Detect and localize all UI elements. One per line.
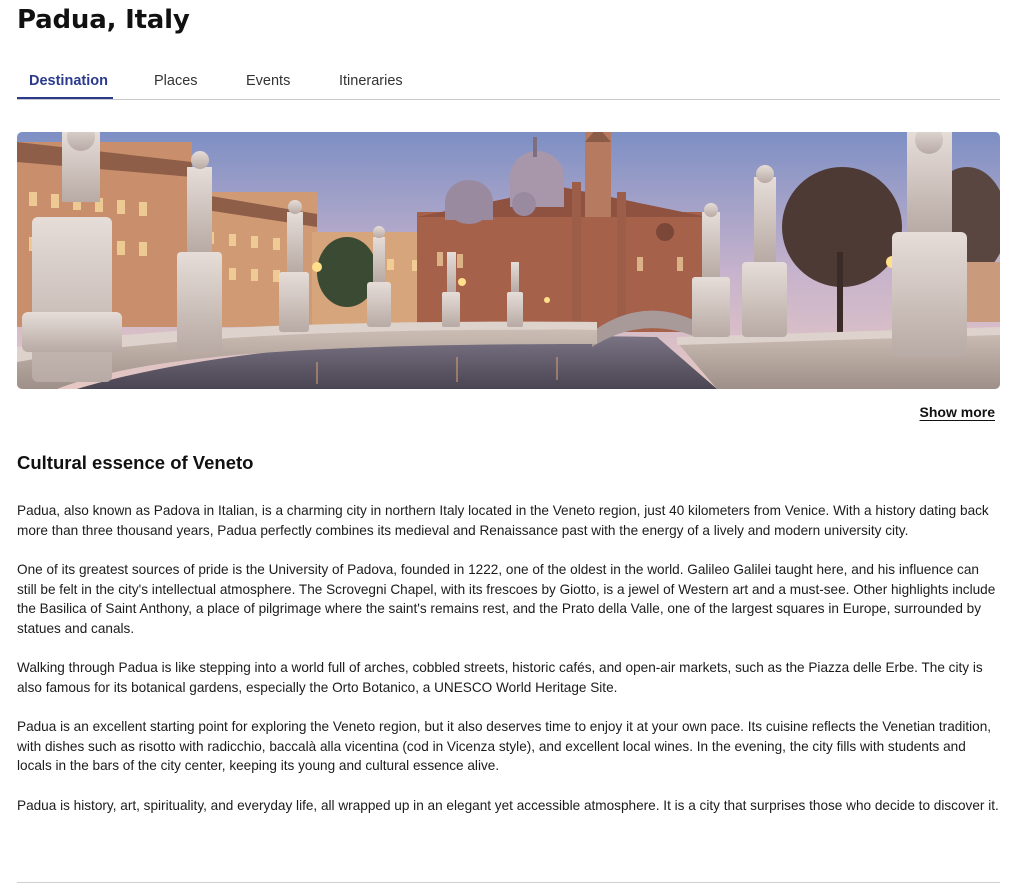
description-body xyxy=(17,501,1002,835)
tab-destination[interactable]: Destination xyxy=(29,73,108,89)
show-more-link[interactable]: Show more xyxy=(919,404,995,420)
page-title: Padua, Italy xyxy=(17,5,190,35)
section-heading: Cultural essence of Veneto xyxy=(17,452,254,473)
tab-places[interactable]: Places xyxy=(154,73,198,89)
paragraph: Padua is an excellent starting point for exploring the Veneto region, but it also deserves time to enjoy it at your own pace. Its cuisine reflects the Venetian tradition, with dishes such as risotto with radicchio, baccalà alla vicentina (cod in Vicenza style), and excellent local wines. In the evening, the city fills with students and locals in the bars of the city center, keeping its young and cultural essence alive. xyxy=(17,719,992,773)
tab-itineraries[interactable]: Itineraries xyxy=(339,73,403,89)
hero-image xyxy=(17,132,1000,389)
active-tab-indicator xyxy=(17,97,113,99)
tab-events[interactable]: Events xyxy=(246,73,291,89)
paragraph: Padua is history, art, spirituality, and everyday life, all wrapped up in an elegant yet accessible atmosphere. It is a city that surprises those who decide to discover it. xyxy=(17,797,999,813)
paragraph: One of its greatest sources of pride is the University of Padova, founded in 1222, one of the oldest in the world. Galileo Galilei taught here, and his influence can still be felt in the city's intellectual atmosphere. The Scrovegni Chapel, with its frescoes by Giotto, is a jewel of Western art and a must-see. Other highlights include the Basilica of Saint Anthony, a place of pilgrimage where the saint's remains rest, and the Prato della Valle, one of the largest squares in Europe, surrounded by statues and canals. xyxy=(17,562,996,636)
paragraph: Walking through Padua is like stepping into a world full of arches, cobbled streets, historic cafés, and open-air markets, such as the Piazza delle Erbe. The city is also famous for its botanical gardens, especially the Orto Botanico, a UNESCO World Heritage Site. xyxy=(17,660,983,695)
footer-divider xyxy=(17,882,1000,883)
hero-photo xyxy=(17,132,1000,389)
paragraph: Padua, also known as Padova in Italian, is a charming city in northern Italy located in the Veneto region, just 40 kilometers from Venice. With a history dating back more than three thousand years, Padua perfectly combines its medieval and Renaissance past with the energy of a lively and modern university city. xyxy=(17,503,989,538)
tab-bar xyxy=(17,62,1000,100)
